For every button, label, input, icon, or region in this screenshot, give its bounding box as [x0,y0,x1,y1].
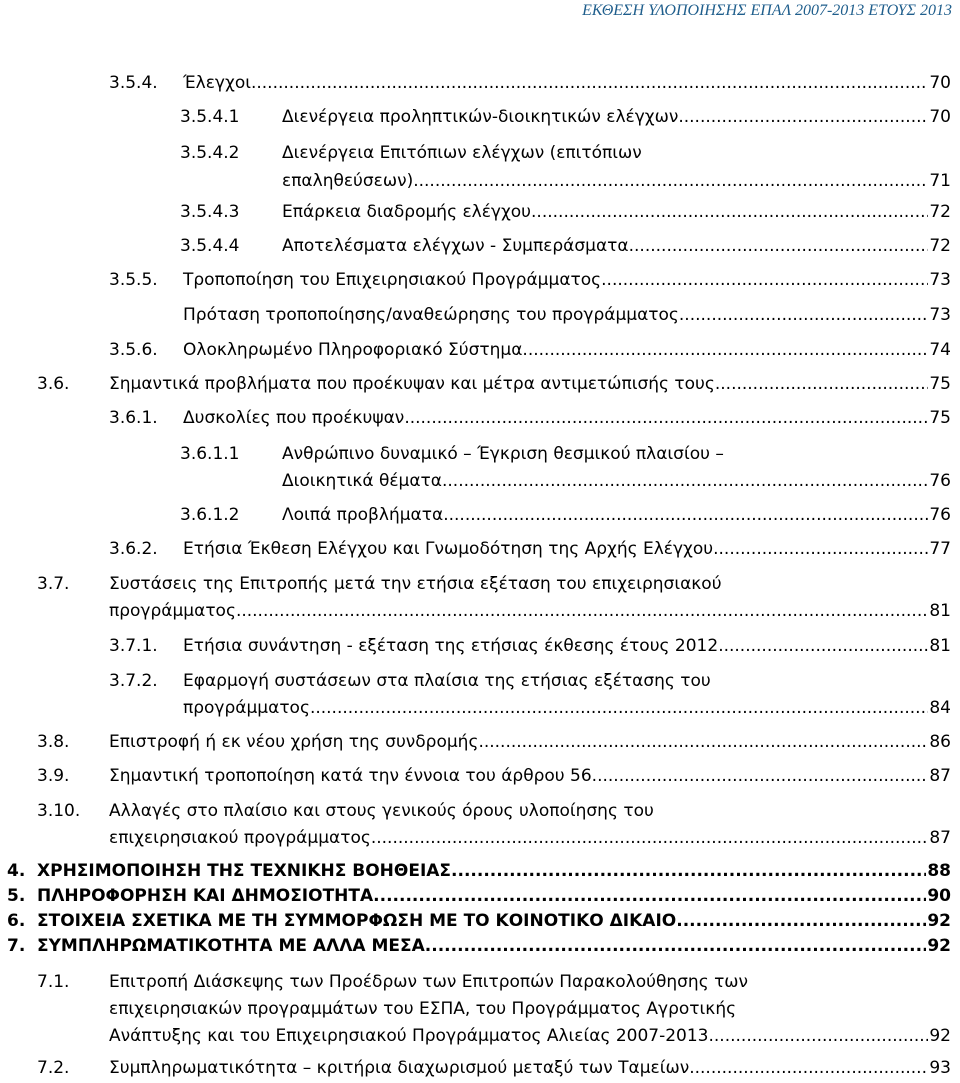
toc-number: 3.5.6. [109,340,158,360]
toc-title: Διενέργεια Επιτόπιων ελέγχων (επιτόπιων [282,143,642,163]
toc-title: Συστάσεις της Επιτροπής μετά την ετήσια εξέταση του επιχειρησιακού [109,574,722,594]
toc-page: 77 [929,539,951,559]
toc-title-continued: Ανάπτυξης και του Επιχειρησιακού Προγράμματος Αλιείας 2007-2013 [109,1026,709,1046]
toc-title: Έλεγχοι [183,73,251,93]
toc-leader [310,694,928,723]
toc-number: 3.5.4.2 [180,143,240,163]
toc-page: 75 [929,374,951,394]
toc-number: 3.7.1. [109,636,158,656]
toc-title-continued: προγράμματος [109,601,236,621]
toc-page: 73 [929,270,951,290]
toc-title: Τροποποίηση του Επιχειρησιακού Προγράμματος [183,270,602,290]
toc-page: 76 [929,505,951,525]
toc-page: 87 [929,766,951,786]
toc-title: ΣΥΜΠΛΗΡΩΜΑΤΙΚΟΤΗΤΑ ΜΕ ΑΛΛΑ ΜΕΣΑ [37,936,425,956]
toc-number: 3.9. [37,766,70,786]
toc-number: 3.6. [37,374,70,394]
toc-leader [413,167,928,196]
toc-title: Ανθρώπινο δυναμικό – Έγκριση θεσμικού πλαισίου – [282,444,724,464]
toc-title: Αλλαγές στο πλαίσιο και στους γενικούς όρους υλοποίησης του [109,801,654,821]
toc-leader [715,370,929,399]
toc-title: Αποτελέσματα ελέγχων - Συμπεράσματα [282,236,629,256]
toc-leader [678,103,928,132]
toc-leader [718,632,928,661]
toc-number: 3.5.4.3 [180,202,240,222]
toc-page: 74 [929,340,951,360]
toc-title: Ολοκληρωμένο Πληροφοριακό Σύστημα [183,340,523,360]
toc-page: 71 [929,171,951,191]
toc-leader [629,232,929,261]
toc-title: Συμπληρωματικότητα – κριτήρια διαχωρισμού μεταξύ των Ταμείων [109,1058,690,1078]
toc-title-continued: επιχειρησιακών προγραμμάτων του ΕΣΠΑ, του Προγράμματος Αγροτικής [109,999,737,1019]
toc-number: 4. [7,861,26,881]
toc-title: Σημαντική τροποποίηση κατά την έννοια του άρθρου 56 [109,766,592,786]
toc-page: 93 [929,1058,951,1078]
toc-number: 5. [7,886,26,906]
toc-number: 7. [7,936,26,956]
toc-title: ΧΡΗΣΙΜΟΠΟΙΗΣΗ ΤΗΣ ΤΕΧΝΙΚΗΣ ΒΟΗΘΕΙΑΣ [37,861,452,881]
toc-number: 3.8. [37,732,70,752]
toc-title-continued: προγράμματος [183,698,310,718]
toc-page: 72 [929,202,951,222]
toc-number: 3.6.1.2 [180,505,240,525]
toc-leader [236,597,928,626]
toc-title: Διενέργεια προληπτικών-διοικητικών ελέγχων [282,107,679,127]
toc-number: 3.10. [37,801,81,821]
toc-leader [404,404,928,433]
toc-number: 3.6.2. [109,539,158,559]
toc-leader [679,301,928,330]
toc-title: Δυσκολίες που προέκυψαν [183,408,405,428]
toc-number: 7.2. [37,1058,70,1078]
running-header: ΕΚΘΕΣΗ ΥΛΟΠΟΙΗΣΗΣ ΕΠΑΛ 2007-2013 ΕΤΟΥΣ 2013 [582,2,952,19]
toc-title: Ετήσια συνάντηση - εξέταση της ετήσιας έκθεσης έτους 2012 [183,636,719,656]
toc-leader [592,762,929,791]
toc-title-continued: Διοικητικά θέματα [282,471,442,491]
toc-page: 76 [929,471,951,491]
toc-leader [713,535,928,564]
toc-leader [478,728,928,757]
toc-page: 88 [927,861,951,881]
toc-title: Επάρκεια διαδρομής ελέγχου [282,202,532,222]
toc-number: 7.1. [37,972,70,992]
toc-title-continued: επαληθεύσεων) [282,171,414,191]
toc-page: 90 [927,886,951,906]
toc-page: 92 [927,936,951,956]
toc-title: ΠΛΗΡΟΦΟΡΗΣΗ ΚΑΙ ΔΗΜΟΣΙΟΤΗΤΑ [37,886,374,906]
toc-number: 6. [7,911,26,931]
toc-leader [442,467,928,496]
toc-page: 92 [927,911,951,931]
toc-page: 70 [929,73,951,93]
toc-leader [371,824,929,853]
toc-number: 3.6.1. [109,408,158,428]
toc-title: Ετήσια Έκθεση Ελέγχου και Γνωμοδότηση της Αρχής Ελέγχου [183,539,714,559]
toc-leader [443,501,928,530]
toc-page: 86 [929,732,951,752]
toc-page: 81 [929,601,951,621]
toc-page: 75 [929,408,951,428]
toc-page: 92 [929,1026,951,1046]
toc-title: ΣΤΟΙΧΕΙΑ ΣΧΕΤΙΚΑ ΜΕ ΤΗ ΣΥΜΜΟΡΦΩΣΗ ΜΕ ΤΟ ΚΟΙΝΟΤΙΚΟ ΔΙΚΑΙΟ [37,911,677,931]
toc-title: Σημαντικά προβλήματα που προέκυψαν και μέτρα αντιμετώπισής τους [109,374,715,394]
toc-page: 81 [929,636,951,656]
toc-title-continued: επιχειρησιακού προγράμματος [109,828,371,848]
toc-page: 72 [929,236,951,256]
toc-page: 73 [929,305,951,325]
toc-leader [425,932,927,961]
toc-number: 3.5.4.1 [180,107,240,127]
toc-leader [689,1054,928,1083]
toc-leader [709,1022,929,1051]
toc-leader [522,336,928,365]
toc-number: 3.7. [37,574,70,594]
toc-number: 3.5.4.4 [180,236,240,256]
toc-number: 3.5.5. [109,270,158,290]
toc-title: Εφαρμογή συστάσεων στα πλαίσια της ετήσιας εξέτασης του [183,671,711,691]
toc-title: Επιτροπή Διάσκεψης των Προέδρων των Επιτροπών Παρακολούθησης των [109,972,749,992]
toc-title: Λοιπά προβλήματα [282,505,444,525]
toc-title: Πρόταση τροποποίησης/αναθεώρησης του προγράμματος [183,305,679,325]
toc-leader [251,69,928,98]
toc-title: Επιστροφή ή εκ νέου χρήση της συνδρομής [109,732,479,752]
toc-number: 3.7.2. [109,671,158,691]
toc-page: 84 [929,698,951,718]
toc-number: 3.6.1.1 [180,444,240,464]
toc-leader [601,266,928,295]
toc-number: 3.5.4. [109,73,158,93]
toc-leader [531,198,928,227]
toc-page: 70 [929,107,951,127]
toc-page: 87 [929,828,951,848]
